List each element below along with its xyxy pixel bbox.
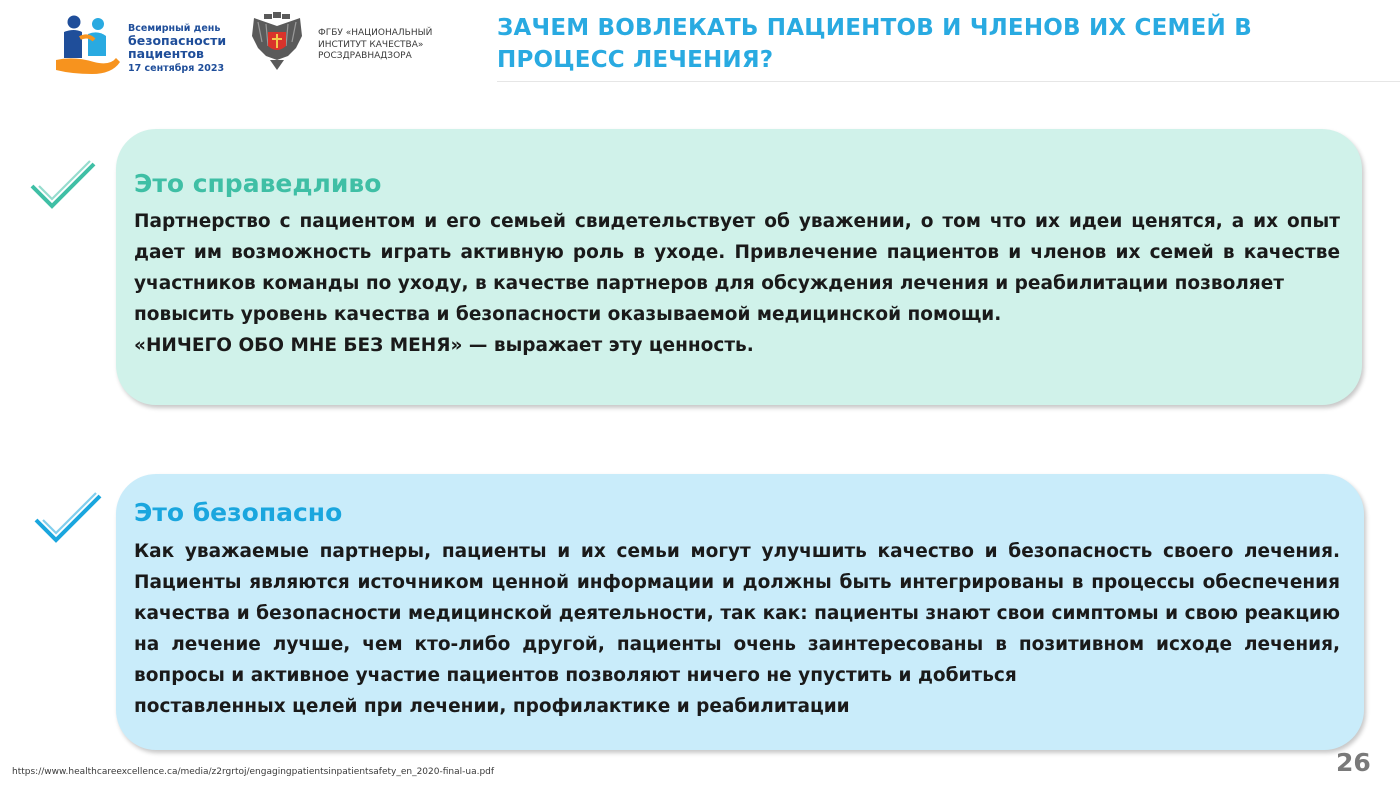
checkmark-icon <box>34 492 104 546</box>
patient-safety-day-logo-text <box>128 24 226 73</box>
institute-line1: ФГБУ «НАЦИОНАЛЬНЫЙ <box>318 28 433 38</box>
page-number: 26 <box>1336 748 1371 777</box>
card-body-last-line: поставленных целей при лечении, профилактике и реабилитации <box>134 696 850 717</box>
card-body-text: Партнерство с пациентом и его семьей свидетельствует об уважении, о том что их идеи ценятся, а их опыт дает им возможность играть активную роль в уходе. Привлечение пациентов и членов их семей в качестве участников команды по уходу, в качестве партнеров для обсуждения лечения и реабилитации позволяет <box>134 211 1340 294</box>
logo1-date: 17 сентября 2023 <box>128 62 225 74</box>
page-title-line1: ЗАЧЕМ ВОВЛЕКАТЬ ПАЦИЕНТОВ И ЧЛЕНОВ ИХ СЕМЕЙ В <box>497 15 1252 41</box>
card-body <box>134 536 1340 722</box>
card-body-last-line: повысить уровень качества и безопасности оказываемой медицинской помощи. <box>134 304 1002 325</box>
card-heading: Это справедливо <box>134 169 382 198</box>
patient-safety-day-logo-icon <box>54 12 134 76</box>
card-motto-line <box>134 330 1340 361</box>
title-divider <box>497 81 1400 82</box>
card-motto-suffix: — выражает эту ценность. <box>462 335 754 356</box>
institute-line3: РОСЗДРАВНАДЗОРА <box>318 51 412 61</box>
institute-line2: ИНСТИТУТ КАЧЕСТВА» <box>318 39 424 50</box>
logo1-line3: пациентов <box>128 46 204 61</box>
logo1-line2: безопасности <box>128 32 227 48</box>
card-body-text: Как уважаемые партнеры, пациенты и их семьи могут улучшить качество и безопасность своего лечения. Пациенты являются источником ценной информации и должны быть интегрированы в процессы обеспечения качества и безопасности медицинской деятельности, так как: пациенты знают свои симптомы и свою реакцию на лечение лучше, чем кто-либо другой, пациенты очень заинтересованы в позитивном исходе лечения, вопросы и активное участие пациентов позволяют ничего не упустить и добиться <box>134 541 1340 686</box>
card-body <box>134 206 1340 361</box>
card-fair <box>116 129 1362 405</box>
card-heading: Это безопасно <box>134 498 343 527</box>
card-safe <box>116 474 1364 750</box>
double-headed-eagle-icon <box>248 12 306 72</box>
card-motto: «НИЧЕГО ОБО МНЕ БЕЗ МЕНЯ» <box>134 335 463 356</box>
page-title-line2: ПРОЦЕСС ЛЕЧЕНИЯ? <box>497 47 774 73</box>
institute-logo-text <box>318 28 432 63</box>
logo1-line1: Всемирный день <box>128 23 221 34</box>
page-title <box>497 12 1377 76</box>
checkmark-icon <box>30 160 98 212</box>
source-link[interactable]: https://www.healthcareexcellence.ca/media/z2rgrtoj/engagingpatientsinpatientsafety_en_2020-final-ua.pdf <box>12 767 495 777</box>
